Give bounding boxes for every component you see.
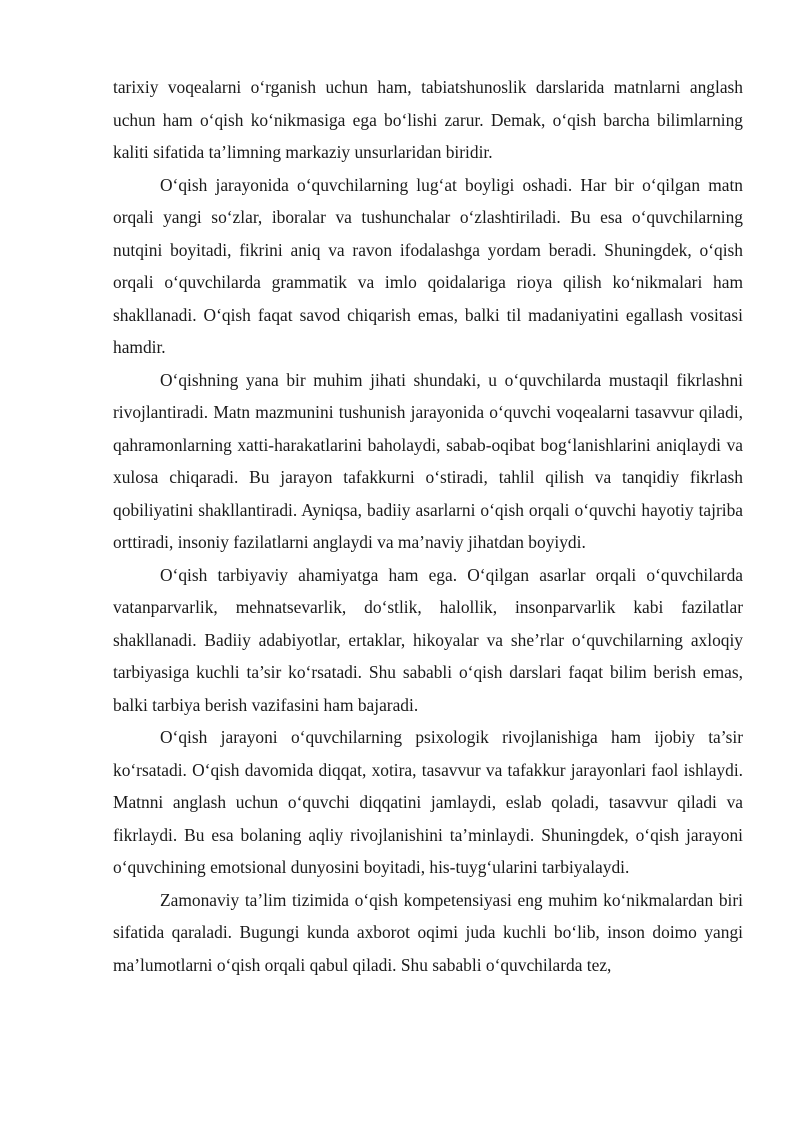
document-page <box>113 71 743 981</box>
paragraph-continuation: tarixiy voqealarni o‘rganish uchun ham, tabiatshunoslik darslarida matnlarni anglash uchun ham o‘qish ko‘nikmasiga ega bo‘lishi zarur. Demak, o‘qish barcha bilimlarning kaliti sifatida ta’limning markaziy unsurlaridan biridir. <box>113 77 743 162</box>
paragraph-upbringing: O‘qish tarbiyaviy ahamiyatga ham ega. O‘qilgan asarlar orqali o‘quvchilarda vatanparvarlik, mehnatsevarlik, do‘stlik, halollik, insonparvarlik kabi fazilatlar shakllanadi. Badiiy adabiyotlar, ertaklar, hikoyalar va she’rlar o‘quvchilarning axloqiy tarbiyasiga kuchli ta’sir ko‘rsatadi. Shu sababli o‘qish darslari faqat bilim berish emas, balki tarbiya berish vazifasini ham bajaradi. <box>113 564 743 715</box>
paragraph-independent-thinking: O‘qishning yana bir muhim jihati shundaki, u o‘quvchilarda mustaqil fikrlashni rivojlantiradi. Matn mazmunini tushunish jarayonida o‘quvchi voqealarni tasavvur qiladi, qahramonlarning xatti-harakatlarini baholaydi, sabab-oqibat bog‘lanishlarini aniqlaydi va xulosa chiqaradi. Bu jarayon tafakkurni o‘stiradi, tahlil qilish va tanqidiy fikrlash qobiliyatini shakllantiradi. Ayniqsa, badiiy asarlarni o‘qish orqali o‘quvchi hayotiy tajriba orttiradi, insoniy fazilatlarni anglaydi va ma’naviy jihatdan boyiydi. <box>113 369 743 552</box>
paragraph-vocabulary: O‘qish jarayonida o‘quvchilarning lug‘at boyligi oshadi. Har bir o‘qilgan matn orqali yangi so‘zlar, iboralar va tushunchalar o‘zlashtiriladi. Bu esa o‘quvchilarning nutqini boyitadi, fikrini aniq va ravon ifodalashga yordam beradi. Shuningdek, o‘qish orqali o‘quvchilarda grammatik va imlo qoidalariga rioya qilish ko‘nikmalari ham shakllanadi. O‘qish faqat savod chiqarish emas, balki til madaniyatini egallash vositasi hamdir. <box>113 174 743 357</box>
paragraph-psychological-development: O‘qish jarayoni o‘quvchilarning psixologik rivojlanishiga ham ijobiy ta’sir ko‘rsatadi. O‘qish davomida diqqat, xotira, tasavvur va tafakkur jarayonlari faol ishlaydi. Matnni anglash uchun o‘quvchi diqqatini jamlaydi, eslab qoladi, tasavvur qiladi va fikrlaydi. Bu esa bolaning aqliy rivojlanishini ta’minlaydi. Shuningdek, o‘qish jarayoni o‘quvchining emotsional dunyosini boyitadi, his-tuyg‘ularini tarbiyalaydi. <box>113 727 743 877</box>
paragraph-modern-education: Zamonaviy ta’lim tizimida o‘qish kompetensiyasi eng muhim ko‘nikmalardan biri sifatida qaraladi. Bugungi kunda axborot oqimi juda kuchli bo‘lib, inson doimo yangi ma’lumotlarni o‘qish orqali qabul qiladi. Shu sababli o‘quvchilarda tez, <box>113 889 743 975</box>
